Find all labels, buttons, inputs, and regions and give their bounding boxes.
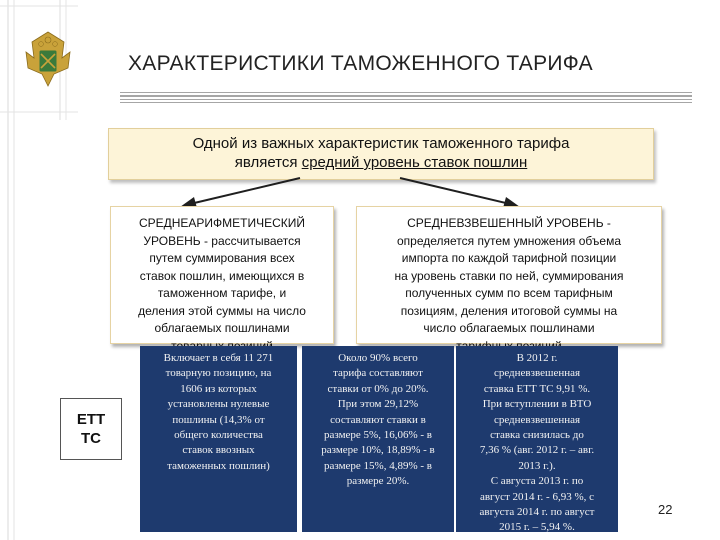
- panel-weighted-rate-history: [456, 346, 618, 532]
- weighted-average-box: [356, 206, 662, 344]
- arithmetic-line: путем суммирования всех: [149, 251, 295, 265]
- intro-line-2-prefix: является: [234, 154, 302, 171]
- intro-line-2-underlined: средний уровень ставок пошлин: [301, 154, 528, 171]
- panel-line: составляют ставки в: [330, 413, 426, 426]
- slide-title: ХАРАКТЕРИСТИКИ ТАМОЖЕННОГО ТАРИФА: [128, 52, 593, 75]
- panel-line: ставка снизилась до: [490, 429, 584, 442]
- weighted-line: полученных сумм по всем тарифным: [405, 286, 613, 300]
- panel-line: размере 15%, 4,89% - в: [324, 459, 432, 472]
- panel-line: средневзвешенная: [493, 413, 581, 426]
- intro-line-1: Одной из важных характеристик таможенного тарифа: [192, 135, 570, 152]
- panel-line: таможенных пошлин): [167, 459, 270, 472]
- panel-line: ставки от 0% до 20%.: [327, 382, 429, 395]
- page-number: 22: [658, 502, 673, 517]
- weighted-line: СРЕДНЕВЗВЕШЕННЫЙ УРОВЕНЬ -: [407, 216, 611, 230]
- ett-ts-label: [60, 398, 122, 460]
- arithmetic-mean-box: [110, 206, 334, 344]
- panel-line: товарную позицию, на: [165, 367, 272, 380]
- arithmetic-line: СРЕДНЕАРИФМЕТИЧЕСКИЙ: [138, 216, 306, 230]
- panel-line: Включает в себя 11 271: [163, 352, 274, 364]
- arithmetic-line: ставок пошлин, имеющихся в: [139, 268, 305, 283]
- panel-line: При вступлении в ВТО: [482, 398, 592, 411]
- panel-line: 2013 г.).: [518, 459, 556, 472]
- weighted-line: на уровень ставки по ней, суммирования: [394, 268, 624, 283]
- intro-callout: [108, 128, 654, 180]
- arithmetic-line: облагаемых пошлинами: [154, 321, 290, 335]
- panel-line: общего количества: [174, 429, 263, 442]
- panel-line: августа 2014 г. по август: [479, 506, 595, 519]
- panel-line: С августа 2013 г. по: [490, 475, 584, 488]
- panel-line: Около 90% всего: [338, 352, 418, 364]
- ett-line-1: ЕТТ: [76, 411, 106, 428]
- panel-tariff-positions: [140, 346, 297, 532]
- intro-line-2: [109, 153, 653, 172]
- panel-line: размере 10%, 18,89% - в: [321, 444, 435, 457]
- panel-line: ставок ввозных: [182, 444, 255, 457]
- weighted-line: число облагаемых пошлинами: [423, 321, 595, 335]
- ett-line-2: ТС: [81, 430, 101, 447]
- panel-line: размере 5%, 16,06% - в: [324, 429, 432, 442]
- weighted-line: позициям, деления итоговой суммы на: [400, 303, 618, 318]
- title-underline-rules: [120, 92, 692, 105]
- panel-line: При этом 29,12%: [337, 398, 419, 411]
- panel-rate-distribution: [302, 346, 454, 532]
- panel-line: ставка ЕТТ ТС 9,91 %.: [483, 382, 591, 395]
- panel-line: размере 20%.: [346, 475, 410, 488]
- arithmetic-line: УРОВЕНЬ - рассчитывается: [143, 233, 301, 248]
- weighted-line: импорта по каждой тарифной позиции: [401, 251, 617, 265]
- panel-line: пошлины (14,3% от: [172, 413, 265, 426]
- arithmetic-line: деления этой суммы на число: [138, 303, 306, 318]
- panel-line: В 2012 г.: [516, 352, 558, 364]
- panel-line: август 2014 г. - 6,93 %, с: [479, 490, 594, 503]
- panel-line: средневзвешенная: [493, 367, 581, 380]
- panel-line: 7,36 % (авг. 2012 г. – авг.: [479, 444, 595, 457]
- customs-emblem-icon: [22, 28, 74, 90]
- weighted-line: определяется путем умножения объема: [396, 233, 621, 248]
- panel-line: 2015 г. – 5,94 %.: [499, 521, 575, 534]
- panel-line: 1606 из которых: [180, 382, 257, 395]
- panel-line: установлены нулевые: [167, 398, 270, 411]
- panel-line: тарифа составляют: [333, 367, 423, 380]
- arithmetic-line: таможенном тарифе, и: [157, 286, 287, 300]
